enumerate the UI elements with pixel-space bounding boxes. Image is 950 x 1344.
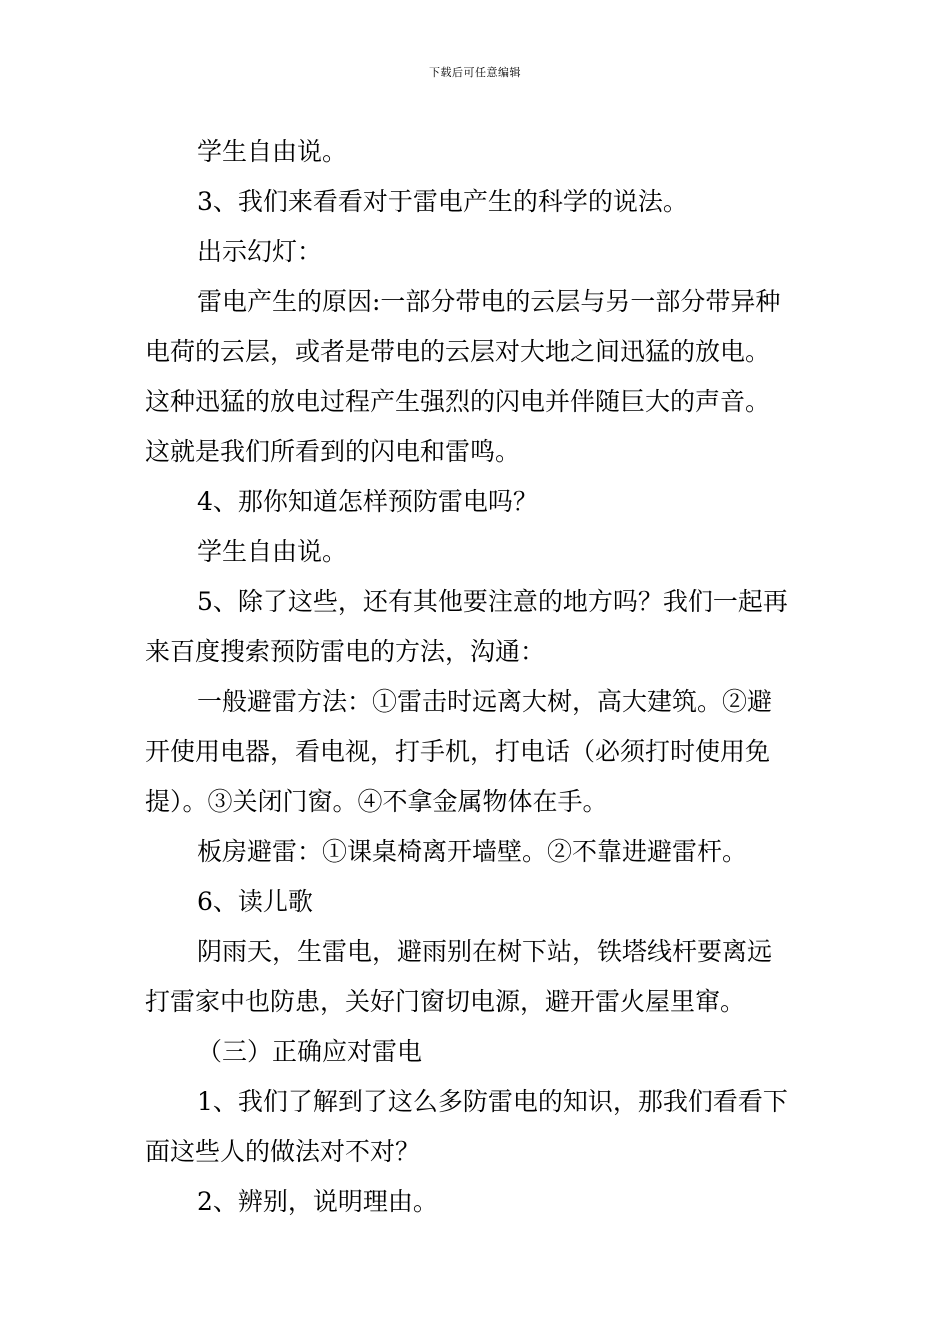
- paragraph-line: 开使用电器，看电视，打手机，打电话（必须打时使用免: [145, 737, 771, 766]
- paragraph-line: 打雷家中也防患，关好门窗切电源，避开雷火屋里窜。: [145, 987, 746, 1016]
- paragraph-line: 一般避雷方法：①雷击时远离大树，高大建筑。②避: [197, 687, 773, 716]
- paragraph-line: 来百度搜索预防雷电的方法，沟通：: [145, 637, 546, 666]
- paragraph-line: 阴雨天，生雷电，避雨别在树下站，铁塔线杆要离远: [197, 937, 773, 966]
- paragraph-line: 2、辨别，说明理由。: [197, 1187, 438, 1216]
- section-heading: （三）正确应对雷电: [197, 1037, 423, 1066]
- paragraph-line: 3、我们来看看对于雷电产生的科学的说法。: [197, 187, 688, 216]
- paragraph-line: 板房避雷：①课桌椅离开墙壁。②不靠进避雷杆。: [197, 837, 748, 866]
- document-body: [145, 127, 815, 1227]
- paragraph-line: 6、读儿歌: [197, 887, 313, 916]
- paragraph-line: 面这些人的做法对不对？: [145, 1137, 421, 1166]
- paragraph-line: 提）。③关闭门窗。④不拿金属物体在手。: [145, 787, 608, 816]
- paragraph-line: 4、那你知道怎样预防雷电吗？: [197, 487, 538, 516]
- paragraph-line: 1、我们了解到了这么多防雷电的知识，那我们看看下: [197, 1087, 788, 1116]
- paragraph-line: 出示幻灯：: [197, 237, 323, 266]
- paragraph-line: 学生自由说。: [197, 537, 348, 566]
- page-header: 下载后可任意编辑: [429, 66, 521, 79]
- paragraph-line: 这种迅猛的放电过程产生强烈的闪电并伴随巨大的声音。: [145, 387, 771, 416]
- paragraph-line: 电荷的云层，或者是带电的云层对大地之间迅猛的放电。: [145, 337, 771, 366]
- paragraph-line: 雷电产生的原因:一部分带电的云层与另一部分带异种: [197, 287, 781, 316]
- paragraph-line: 学生自由说。: [197, 137, 348, 166]
- paragraph-line: 这就是我们所看到的闪电和雷鸣。: [145, 437, 521, 466]
- paragraph-line: 5、除了这些，还有其他要注意的地方吗？我们一起再: [197, 587, 788, 616]
